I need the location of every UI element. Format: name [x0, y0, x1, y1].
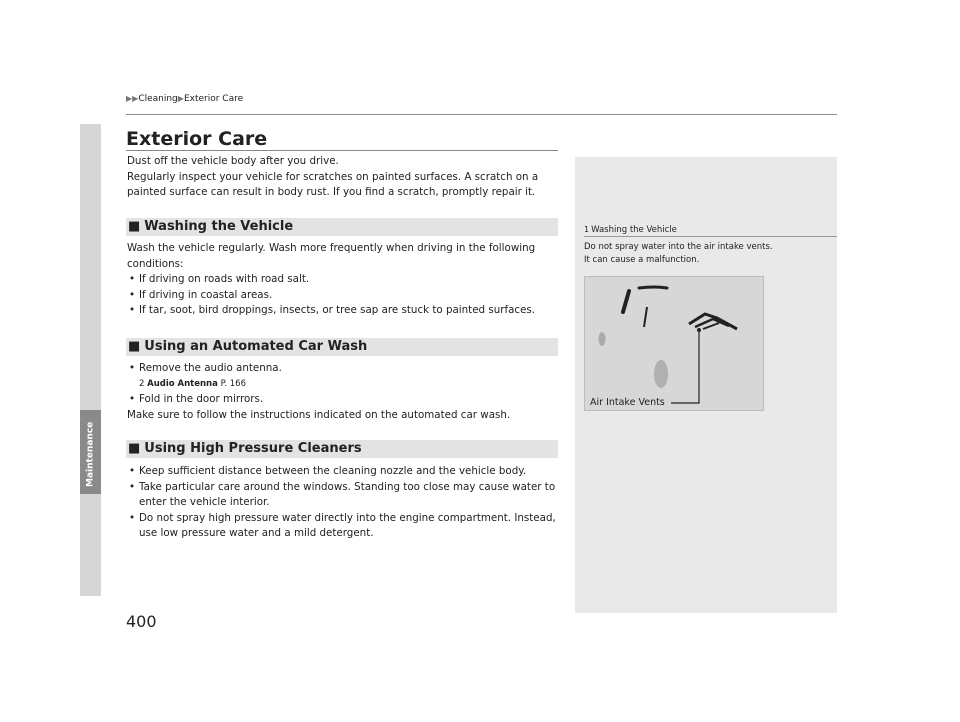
title-divider — [126, 150, 558, 151]
breadcrumb-item-exterior-care[interactable]: Exterior Care — [183, 94, 244, 104]
figure-label: Air Intake Vents — [590, 397, 665, 408]
section-heading-high-pressure — [126, 440, 558, 458]
breadcrumb-item-cleaning[interactable]: Cleaning — [138, 94, 178, 104]
sidebar-note-title — [584, 225, 677, 235]
page-title: Exterior Care — [126, 128, 268, 150]
list-item: • Remove the audio antenna. — [127, 361, 557, 377]
air-intake-vents-illustration — [584, 276, 764, 411]
list-item: • Keep sufficient distance between the cleaning nozzle and the vehicle body. — [127, 464, 557, 480]
side-tab-bar — [80, 124, 101, 596]
xref-arrow-icon: 2 — [139, 378, 145, 389]
section-heading-text: Using an Automated Car Wash — [144, 339, 368, 354]
list-item: • Do not spray high pressure water directly into the engine compartment. Instead, use low pressure water and a mild detergent. — [127, 511, 557, 542]
automated-content — [127, 361, 557, 423]
list-item: • If driving on roads with road salt. — [127, 272, 557, 288]
sidebar-note-title-text: Washing the Vehicle — [591, 225, 677, 235]
automated-list-2 — [127, 392, 557, 408]
washing-lead: Wash the vehicle regularly. Wash more frequently when driving in the following conditions: — [127, 242, 536, 270]
cross-reference-link[interactable] — [127, 377, 557, 393]
high-pressure-list — [127, 464, 557, 542]
breadcrumb — [126, 94, 243, 104]
header-divider — [126, 114, 837, 115]
automated-note: Make sure to follow the instructions indicated on the automated car wash. — [127, 408, 511, 421]
sidebar-note-line: Do not spray water into the air intake vents. — [584, 242, 773, 252]
breadcrumb-arrow-icon: ▶ — [177, 94, 184, 103]
list-item: • If tar, soot, bird droppings, insects, or tree sap are stuck to painted surfaces. — [127, 303, 557, 319]
sidebar-note-text — [584, 241, 829, 266]
note-marker-icon: 1 — [584, 225, 590, 234]
list-item: • Fold in the door mirrors. — [127, 392, 557, 408]
page-number: 400 — [126, 612, 157, 631]
sidebar-divider — [584, 236, 837, 237]
side-tab-label[interactable]: Maintenance — [85, 421, 96, 487]
washing-content — [127, 241, 557, 319]
vehicle-illustration-icon — [585, 277, 764, 411]
washing-conditions-list — [127, 272, 557, 319]
section-marker-icon: ■ — [128, 219, 141, 234]
list-item: • If driving in coastal areas. — [127, 288, 557, 304]
xref-page: P. 166 — [220, 378, 246, 389]
intro-line: Dust off the vehicle body after you drive. — [127, 155, 339, 167]
breadcrumb-arrow-icon: ▶▶ — [126, 94, 139, 103]
section-heading-text: Using High Pressure Cleaners — [144, 441, 362, 456]
intro-text — [127, 154, 557, 201]
list-item: • Take particular care around the windows. Standing too close may cause water to enter the vehicle interior. — [127, 480, 557, 511]
section-heading-washing — [126, 218, 558, 236]
section-heading-text: Washing the Vehicle — [144, 219, 294, 234]
high-pressure-content — [127, 464, 557, 542]
section-heading-automated — [126, 338, 558, 356]
section-marker-icon: ■ — [128, 441, 141, 456]
intro-line: Regularly inspect your vehicle for scratches on painted surfaces. A scratch on a painted surface can result in body rust. If you find a scratch, promptly repair it. — [127, 170, 539, 199]
section-marker-icon: ■ — [128, 339, 141, 354]
sidebar-note-line: It can cause a malfunction. — [584, 254, 700, 265]
automated-list — [127, 361, 557, 377]
xref-title: Audio Antenna — [147, 378, 218, 389]
